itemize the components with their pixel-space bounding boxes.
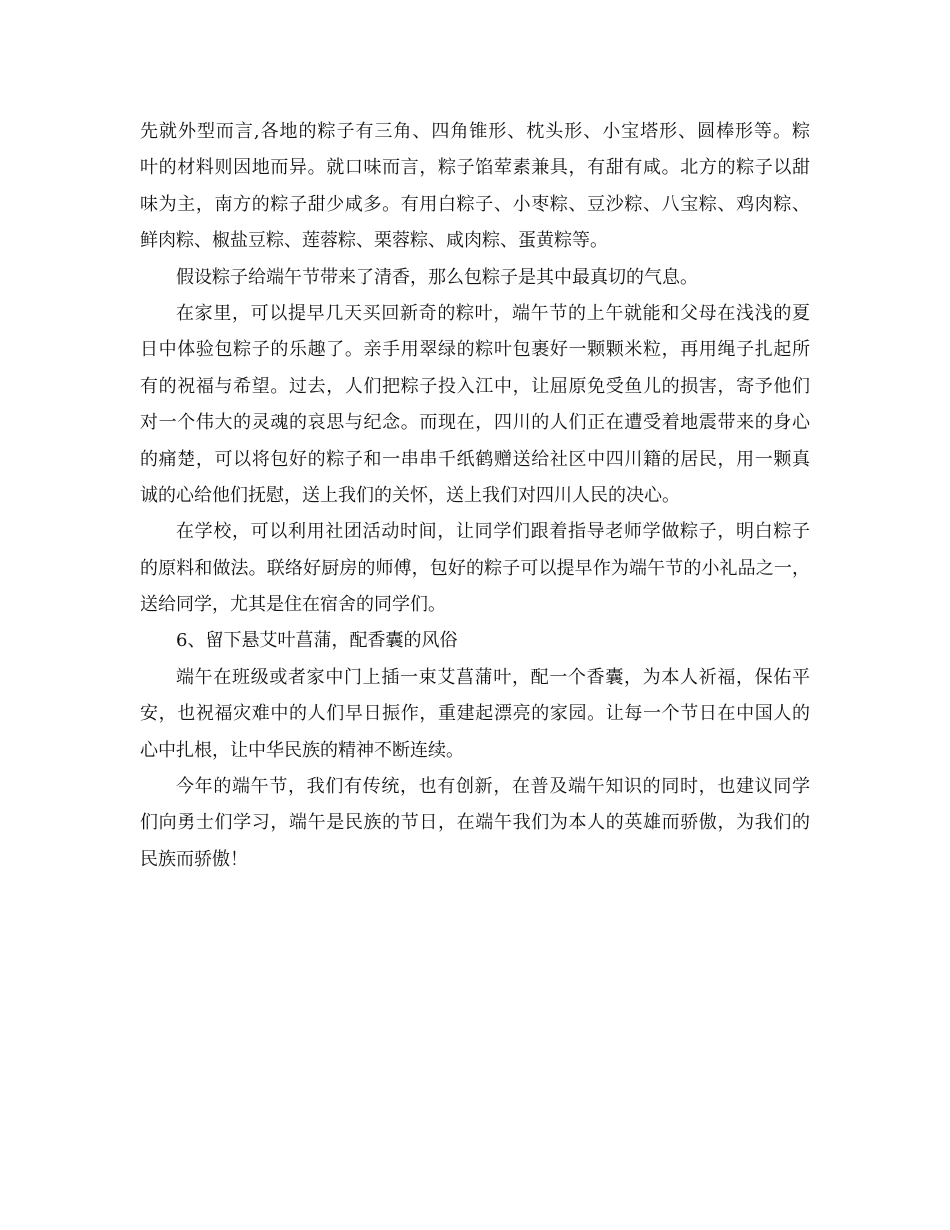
section-heading-6: [140, 623, 810, 659]
text-line: 民族而骄傲！: [140, 848, 248, 870]
text-line: 们向勇士们学习，端午是民族的节日，在端午我们为本人的英雄而骄傲，为我们的: [140, 812, 810, 834]
section-heading: 6、留下悬艾叶菖蒲，配香囊的风俗: [176, 630, 458, 652]
text-line: 味为主，南方的粽子甜少咸多。有用白粽子、小枣粽、豆沙粽、八宝粽、鸡肉粽、: [140, 193, 810, 215]
text-line: 先就外型而言,各地的粽子有三角、四角锥形、枕头形、小宝塔形、圆棒形等。粽: [140, 121, 810, 142]
text-line: 安，也祝福灾难中的人们早日振作，重建起漂亮的家园。让每一个节日在中国人的: [140, 703, 810, 725]
document-body: [140, 114, 810, 878]
paragraph-at-home: [140, 296, 810, 514]
text-line: 叶的材料则因地而异。就口味而言，粽子馅荤素兼具，有甜有咸。北方的粽子以甜: [140, 157, 810, 179]
text-line: 对一个伟大的灵魂的哀思与纪念。而现在，四川的人们正在遭受着地震带来的身心: [140, 412, 810, 434]
text-line: 日中体验包粽子的乐趣了。亲手用翠绿的粽叶包裹好一颗颗米粒，再用绳子扎起所: [140, 339, 810, 361]
text-line: 假设粽子给端午节带来了清香，那么包粽子是其中最真切的气息。: [176, 266, 698, 288]
text-line: 心中扎根，让中华民族的精神不断连续。: [140, 739, 464, 761]
text-line: 诚的心给他们抚慰，送上我们的关怀，送上我们对四川人民的决心。: [140, 484, 680, 506]
paragraph-conclusion: [140, 769, 810, 878]
text-line: 在家里，可以提早几天买回新奇的粽叶，端午节的上午就能和父母在浅浅的夏: [176, 302, 810, 324]
text-line: 有的祝福与希望。过去，人们把粽子投入江中，让屈原免受鱼儿的损害，寄予他们: [140, 375, 810, 397]
text-line: 送给同学，尤其是住在宿舍的同学们。: [140, 594, 446, 616]
text-line: 在学校，可以利用社团活动时间，让同学们跟着指导老师学做粽子，明白粽子: [176, 521, 810, 543]
paragraph-at-school: [140, 514, 810, 623]
text-line: 鲜肉粽、椒盐豆粽、莲蓉粽、栗蓉粽、咸肉粽、蛋黄粽等。: [140, 230, 608, 252]
paragraph-zongzi-shapes: [140, 114, 810, 260]
text-line: 的原料和做法。联络好厨房的师傅，包好的粽子可以提早作为端午节的小礼品之一，: [140, 557, 810, 579]
text-line: 今年的端午节，我们有传统，也有创新，在普及端午知识的同时，也建议同学: [176, 776, 810, 798]
text-line: 的痛楚，可以将包好的粽子和一串串千纸鹤赠送给社区中四川籍的居民，用一颗真: [140, 448, 810, 470]
paragraph-fragrance: [140, 260, 810, 296]
paragraph-mugwort: [140, 660, 810, 769]
text-line: 端午在班级或者家中门上插一束艾菖蒲叶，配一个香囊，为本人祈福，保佑平: [176, 666, 810, 688]
